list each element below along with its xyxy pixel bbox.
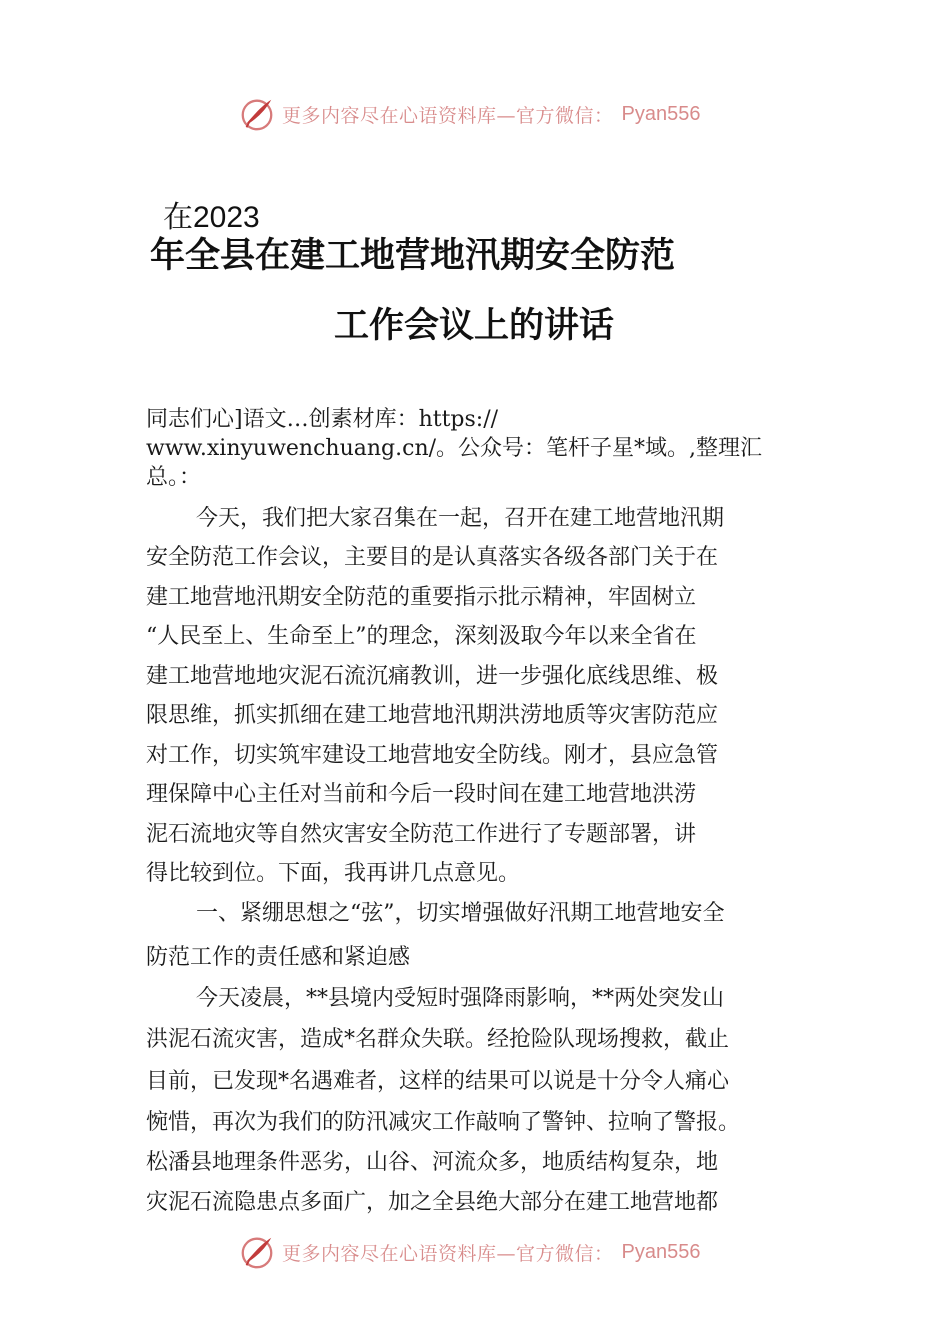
title-prefix: 在2023: [163, 201, 260, 234]
watermark-banner-top: [238, 94, 758, 134]
text-line: 限思维，抓实抓细在建工地营地汛期洪涝地质等灾害防范应: [146, 703, 719, 728]
page-title-line-2: 工作会议上的讲话: [334, 305, 615, 346]
text-line: 目前，已发现*名遇难者，这样的结果可以说是十分令人痛心: [146, 1069, 730, 1094]
section-heading-line: 防范工作的责任感和紧迫感: [146, 945, 411, 970]
text-line: 泥石流地灾等自然灾害安全防范工作进行了专题部署，讲: [146, 822, 697, 847]
text-line: 洪泥石流灾害，造成*名群众失联。经抢险队现场搜救，截止: [146, 1027, 730, 1052]
text-line: 惋惜，再次为我们的防汛减灾工作敲响了警钟、拉响了警报。: [146, 1110, 741, 1135]
text-line: 同志们心]语文…创素材库：https://: [146, 407, 499, 432]
text-line: 今天，我们把大家召集在一起，召开在建工地营地汛期: [196, 506, 725, 531]
text-line: 安全防范工作会议，主要目的是认真落实各级各部门关于在: [146, 545, 719, 570]
text-line: 对工作，切实筑牢建设工地营地安全防线。刚才，县应急管: [146, 743, 719, 768]
text-line: 理保障中心主任对当前和今后一段时间在建工地营地洪涝: [146, 782, 697, 807]
text-line: 得比较到位。下面，我再讲几点意见。: [146, 861, 521, 886]
section-heading-line: 一、紧绷思想之“弦”，切实增强做好汛期工地营地安全: [196, 901, 725, 926]
text-line: 总。：: [146, 465, 202, 490]
text-line: 今天凌晨，**县境内受短时强降雨影响，**两处突发山: [196, 986, 725, 1011]
text-line: www.xinyuwenchuang.cn/。公众号：笔杆子星*域。,整理汇: [146, 436, 763, 461]
text-line: 灾泥石流隐患点多面广，加之全县绝大部分在建工地营地都: [146, 1190, 719, 1215]
text-line: 建工地营地汛期安全防范的重要指示批示精神，牢固树立: [146, 585, 697, 610]
watermark-banner-bottom: [238, 1232, 758, 1272]
quill-circle-logo-icon: [238, 1233, 276, 1271]
watermark-wechat-id: Pyan556: [621, 102, 701, 125]
watermark-text: 更多内容尽在心语资料库—官方微信：: [282, 1242, 614, 1265]
watermark-wechat-id: Pyan556: [621, 1240, 701, 1263]
watermark-text: 更多内容尽在心语资料库—官方微信：: [282, 104, 614, 127]
quill-circle-logo-icon: [238, 95, 276, 133]
text-line: “人民至上、生命至上”的理念，深刻汲取今年以来全省在: [146, 624, 697, 649]
text-line: 松潘县地理条件恶劣，山谷、河流众多，地质结构复杂，地: [146, 1150, 719, 1175]
page-title-line-1: 年全县在建工地营地汛期安全防范: [150, 235, 676, 276]
text-line: 建工地营地地灾泥石流沉痛教训，进一步强化底线思维、极: [146, 664, 719, 689]
